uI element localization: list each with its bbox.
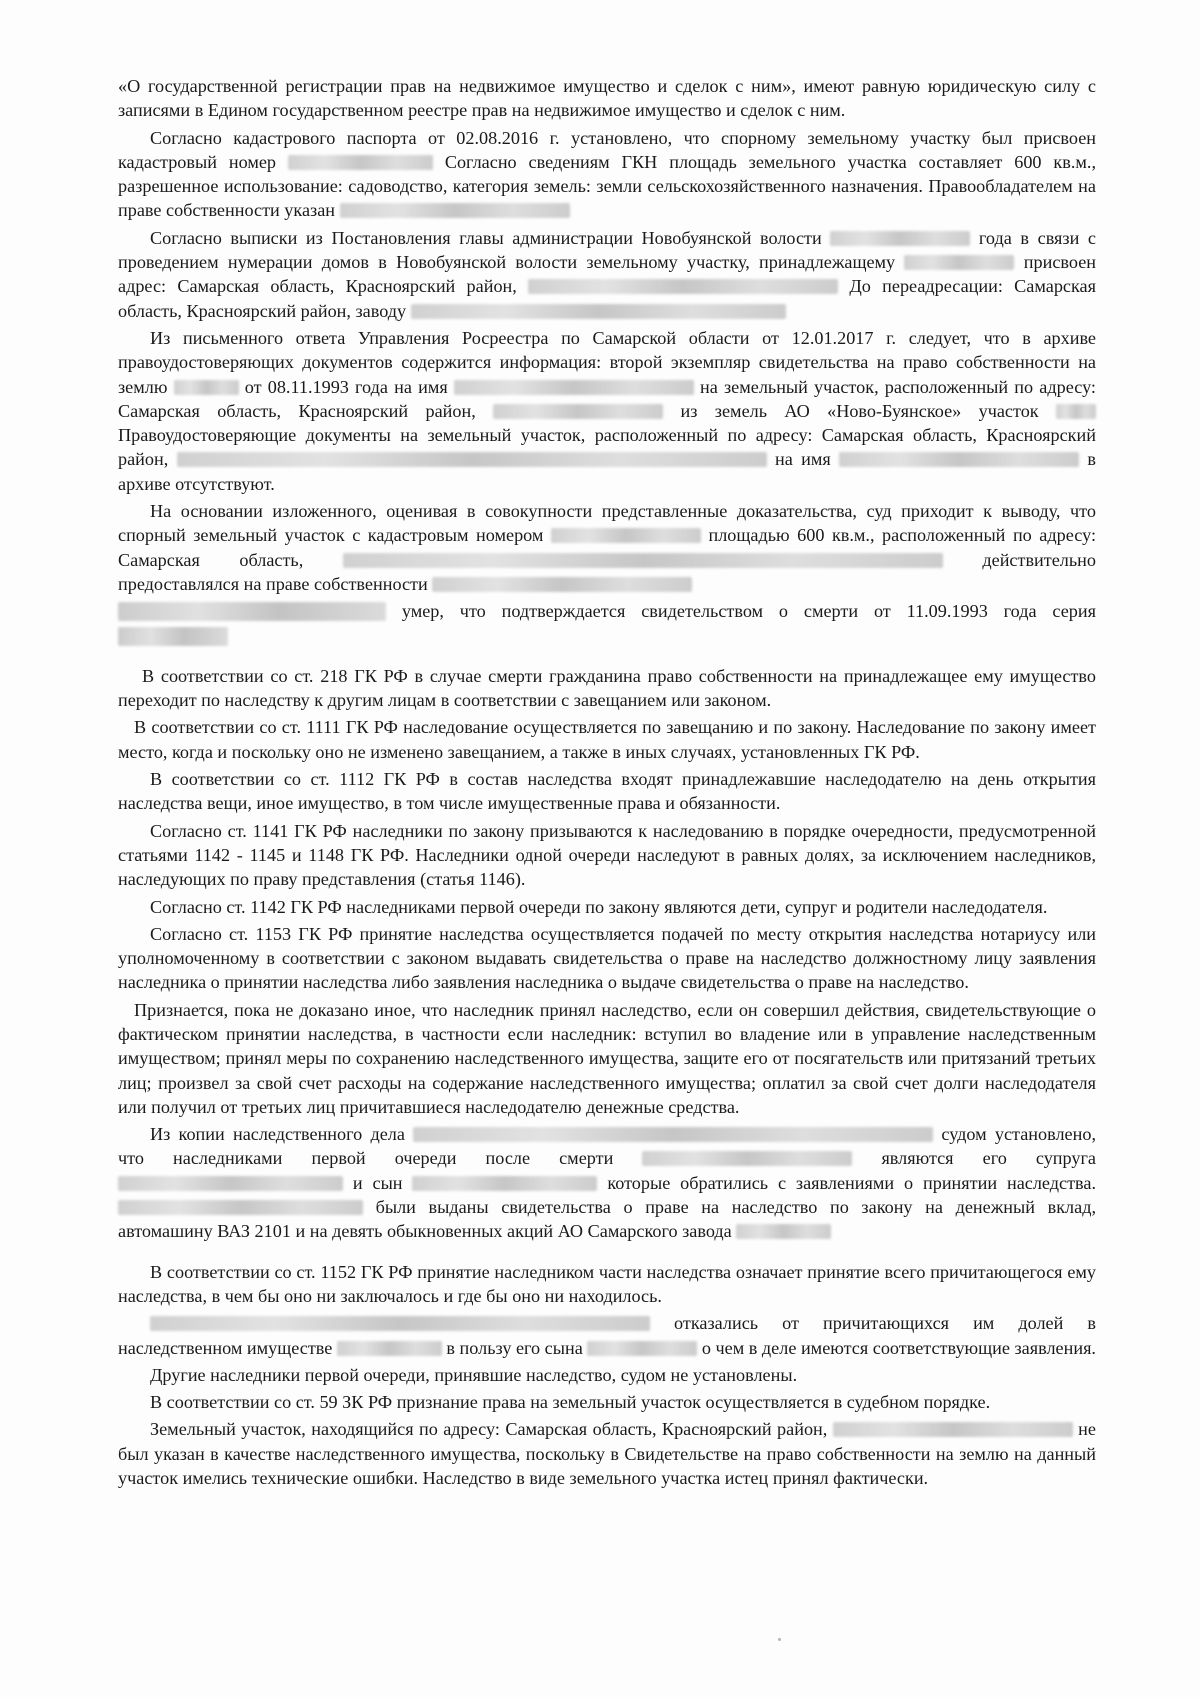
redacted-address [411,304,786,319]
paragraph-3: Согласно выписки из Постановления главы администрации Новобуянской волости года в связи с проведением нумерации домов в Новобуянской волости земельному участку, принадлежащему присвоен адрес: Самарская область, Красноярский район, До переадресации: Самарская область, Красноярский район, заводу [118,227,1097,321]
redacted-name [642,1151,852,1166]
redacted-name [118,602,386,621]
paragraph-15: В соответствии со ст. 1152 ГК РФ принятие наследником части наследства означает принятие всего причитающегося ему наследства, в чем бы оно ни заключалось и где бы оно ни находилось. [118,1261,1096,1306]
redacted-name [904,255,1014,270]
redacted-case-number [413,1127,933,1142]
redacted-address [343,553,943,568]
redacted-address [177,452,767,467]
paragraph-13: Признается, пока не доказано иное, что наследник принял наследство, если он совершил действия, свидетельствующие о фактическом принятии наследства, в частности если наследник: вступил во владение или в управление наследственным имуществом; принял меры по сохранению наследственного имущества, защите его от посягательств или притязаний третьих лиц; произвел за свой счет расходы на содержание наследственного имущества; оплатил за свой счет долги наследодателя или получил от третьих лиц причитавшиеся наследодателю денежные средства. [118,999,1096,1117]
paragraph-12: Согласно ст. 1153 ГК РФ принятие наследства осуществляется подачей по месту открытия наследства нотариусу или уполномоченному в соответствии с законом выдавать свидетельства о праве на наследство должностному лицу заявления наследника о принятии наследства либо заявления наследника о выдаче свидетельства о праве на наследство. [118,923,1096,993]
redacted-certificate-series [118,627,228,646]
paragraph-9: В соответствии со ст. 1112 ГК РФ в состав наследства входят принадлежавшие наследодателю на день открытия наследства вещи, иное имущество, в том числе имущественные права и обязанности. [118,769,1096,814]
document-body [118,74,1096,1490]
paragraph-16: отказались от причитающихся им долей в наследственном имуществе в пользу его сына о чем в деле имеются соответствующие заявления. [118,1313,1096,1358]
redacted-name [736,1224,831,1239]
paragraph-18: В соответствии со ст. 59 ЗК РФ признание права на земельный участок осуществляется в судебном порядке. [150,1392,991,1413]
paragraph-4: Из письменного ответа Управления Росреестра по Самарской области от 12.01.2017 г. следует, что в архиве правоудостоверяющих документов содержится информация: второй экземпляр свидетельства на право собственности на землю от 08.11.1993 года на имя на земельный участок, расположенный по адресу: Самарская область, Красноярский район, из земель АО «Ново-Буянское» участок Правоудостоверяющие документы на земельный участок, расположенный по адресу: Самарская область, Красноярский район, на имя в архиве отсутствуют. [118,327,1096,494]
scan-speck [778,1638,781,1641]
redacted-address [493,404,663,419]
paragraph-1: «О государственной регистрации прав на недвижимое имущество и сделок с ним», имеют равную юридическую силу с записями в Едином государственном реестре прав на недвижимое имущество и сделок с ним. [118,76,1096,121]
paragraph-19: Земельный участок, находящийся по адресу: Самарская область, Красноярский район, не был указан в качестве наследственного имущества, поскольку в Свидетельстве на право собственности на землю на данный участок имелись технические ошибки. Наследство в виде земельного участка истец принял фактически. [118,1419,1096,1489]
paragraph-11: Согласно ст. 1142 ГК РФ наследниками первой очереди по закону являются дети, супруг и родители наследодателя. [150,896,1048,917]
paragraph-8: В соответствии со ст. 1111 ГК РФ наследование осуществляется по завещанию и по закону. Наследование по закону имеет место, когда и поскольку оно не изменено завещанием, а также в иных случаях, установленных ГК РФ. [118,717,1096,762]
paragraph-7: В соответствии со ст. 218 ГК РФ в случае смерти гражданина право собственности на принадлежащее ему имущество переходит по наследству к другим лицам в соответствии с завещанием или законом. [118,665,1096,711]
paragraph-2: Согласно кадастрового паспорта от 02.08.2016 г. установлено, что спорному земельному участку был присвоен кадастровый номер Согласно сведениям ГКН площадь земельного участка составляет 600 кв.м., разрешенное использование: садоводство, категория земель: земли сельскохозяйственного назначения. Правообладателем на праве собственности указан [118,127,1097,221]
redacted-name [118,1200,363,1215]
redacted-name [118,1176,343,1191]
redacted-owner [340,203,570,218]
redacted-name [412,1176,597,1191]
paragraph-5: На основании изложенного, оценивая в совокупности представленные доказательства, суд приходит к выводу, что спорный земельный участок с кадастровым номером площадью 600 кв.м., расположенный по адресу: Самарская область, действительно предоставлялся на праве собственности [118,501,1096,594]
redacted-name [337,1341,442,1356]
redacted-cadastral-number [288,155,433,170]
redacted-name [587,1341,697,1356]
redacted-name [454,380,694,395]
paragraph-14: Из копии наследственного дела судом установлено, что наследниками первой очереди после смерти являются его супруга и сын которые обратились с заявлениями о принятии наследства. были выданы свидетельства о праве на наследство по закону на денежный вклад, автомашину ВАЗ 2101 и на девять обыкновенных акций АО Самарского завода [118,1124,1096,1242]
redacted-number [174,380,239,395]
redacted-date [830,231,970,246]
paragraph-6: умер, что подтверждается свидетельством о смерти от 11.09.1993 года серия [118,599,1096,648]
paragraph-10: Согласно ст. 1141 ГК РФ наследники по закону призываются к наследованию в порядке очередности, предусмотренной статьями 1142 - 1145 и 1148 ГК РФ. Наследники одной очереди наследуют в равных долях, за исключением наследников, наследующих по праву представления (статья 1146). [118,820,1096,890]
redacted-names [150,1316,650,1331]
redacted-address [528,279,838,294]
redacted-name [839,452,1079,467]
redacted-name [432,577,692,592]
redacted-address [833,1422,1073,1437]
redacted-cadastral-number [551,528,701,543]
paragraph-17: Другие наследники первой очереди, принявшие наследство, судом не установлены. [150,1364,798,1385]
redacted-number [1056,404,1096,419]
